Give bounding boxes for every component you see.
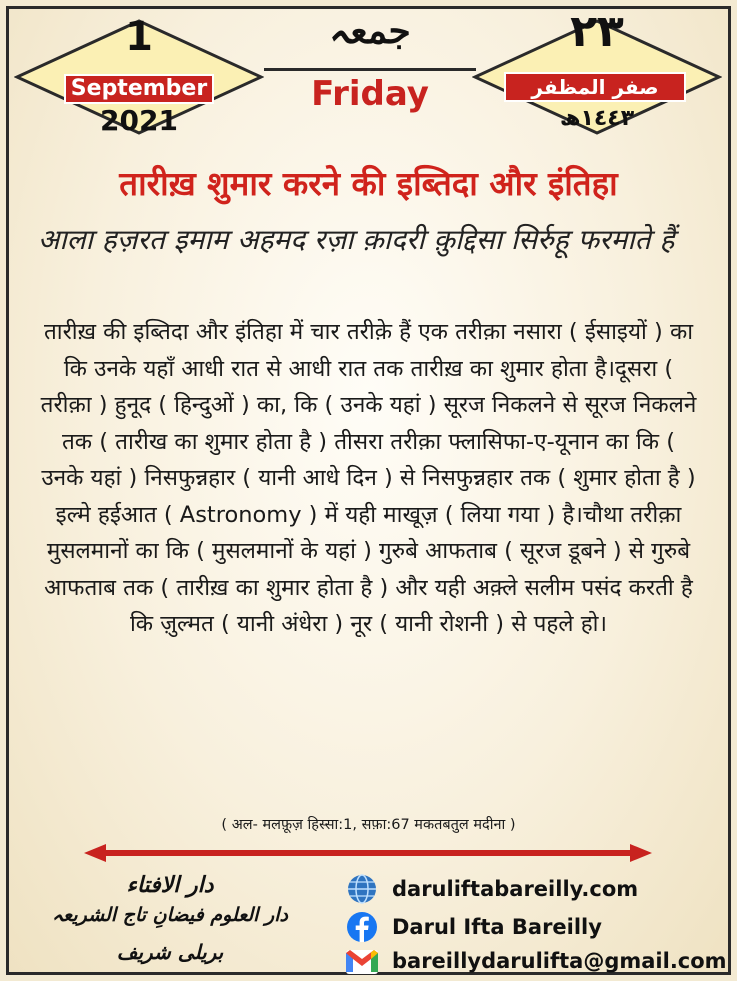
website-contact[interactable] — [344, 872, 638, 906]
gmail-icon — [344, 945, 380, 977]
globe-icon — [344, 873, 380, 905]
header-divider-line — [264, 68, 476, 71]
facebook-icon — [344, 911, 380, 943]
gregorian-day: 1 — [125, 14, 153, 60]
hijri-year: ١٤٤٣ھ — [559, 106, 635, 131]
gregorian-year: 2021 — [100, 104, 178, 137]
website-text: daruliftabareilly.com — [392, 877, 639, 901]
org-name-line1: دار الافتاء — [126, 872, 214, 898]
article-body: तारीख़ की इब्तिदा और इंतिहा में चार तरीक़े हैं एक तरीक़ा नसारा ( ईसाइयों ) का कि उनके यहाँ आधी रात से आधी रात तक तारीख़ का शुमार होता है।दूसरा ( तरीक़ा ) हुनूद ( हिन्दुओं ) का, कि ( उनके यहां ) सूरज निकलने से सूरज निकलने तक ( तारीख का शुमार होता है ) तीसरा तरीक़ा फ्लासिफा-ए-यूनान का कि ( उनके यहां ) निसफुन्नहार ( यानी आधे दिन ) से निसफुन्नहार तक ( शुमार होता है ) इल्मे हईआत ( Astronomy ) में यही माखूज़ ( लिया गया ) है।चौथा तरीक़ा मुसलमानों का कि ( मुसलमानों के यहां ) गुरुबे आफताब ( सूरज डूबने ) से गुरुबे आफताब तक ( तारीख़ का शुमार होता है ) और यही अक़्ले सलीम पसंद करती है कि ज़ुल्मत ( यानी अंधेरा ) नूर ( यानी रोशनी ) से पहले हो। — [40, 319, 697, 637]
article-title: तारीख़ शुमार करने की इब्तिदा और इंतिहा — [119, 164, 618, 203]
org-name-line3: بریلی شریف — [116, 940, 224, 964]
weekday-urdu: جمعہ — [329, 10, 411, 52]
email-contact[interactable] — [344, 944, 727, 978]
article-subtitle: आला हज़रत इमाम अहमद रज़ा क़ादरी क़ुद्दिसा सिर्रुहू फरमाते हैं — [38, 223, 675, 256]
hijri-date-badge — [472, 6, 722, 136]
gregorian-date-badge — [14, 14, 264, 137]
org-name-line2: دار العلوم فیضانِ تاج الشریعہ — [52, 904, 288, 926]
gregorian-month: September — [64, 74, 214, 104]
facebook-text: Darul Ifta Bareilly — [392, 915, 602, 939]
article-reference: ( अल- मलफ़ूज़ हिस्सा:1, सफ़ा:67 मकतबतुल मदीना ) — [221, 817, 516, 833]
facebook-contact[interactable] — [344, 910, 602, 944]
hijri-month: صفر المظفر — [504, 72, 686, 102]
email-text: bareillydarulifta@gmail.com — [392, 949, 727, 973]
weekday-english: Friday — [311, 74, 429, 114]
hijri-day: ٢٣ — [570, 6, 624, 57]
double-arrow-divider — [84, 842, 652, 864]
